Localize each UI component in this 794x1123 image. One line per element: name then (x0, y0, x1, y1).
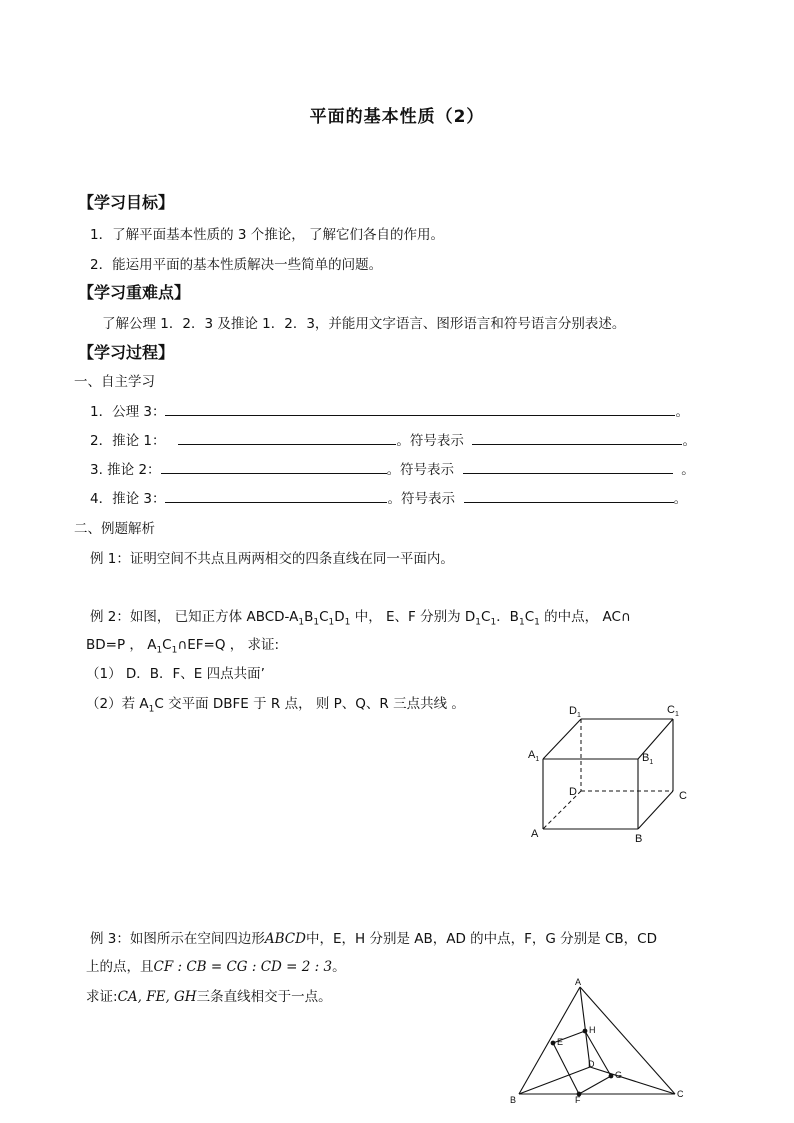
tetra-edge-AC (580, 987, 675, 1094)
example2-line2: BD=P ， $A_1C_1\cap EF=Q$ ， 求证: (86, 637, 280, 656)
symbol-label: 。符号表示 (386, 462, 455, 478)
lines-formula: CA, FE, GH (117, 989, 197, 1005)
cube-label-D: D (569, 786, 577, 798)
tetra-point-G (609, 1074, 614, 1079)
cube-label-A: A (531, 828, 539, 840)
cube-label-B: B (635, 833, 643, 845)
key-points-heading: 【学习重难点】 (78, 283, 191, 302)
cube-label-B1: $B_1$ (642, 752, 654, 766)
cube-label-A1: $A_1$ (528, 749, 540, 763)
example3-line2: 上的点，且CF : CB = CG : CD = 2 : 3。 (86, 959, 346, 975)
symbol-label: 。符号表示 (387, 491, 455, 507)
cube-label-C: C (679, 790, 687, 802)
corollary2-label: 3. 推论 2： (90, 462, 161, 478)
objectives-heading: 【学习目标】 (78, 193, 175, 212)
process-heading: 【学习过程】 (78, 343, 175, 362)
objective-item-2: 2．能运用平面的基本性质解决一些简单的问题。 (90, 257, 383, 273)
corollary2-symbol-blank[interactable] (463, 458, 673, 474)
tetra-segment-EF (553, 1043, 579, 1094)
example2-part1: （1） D．B．F、E 四点共面’ (86, 666, 265, 682)
tetra-label-G: G (615, 1070, 623, 1080)
corollary2-blank[interactable] (161, 458, 387, 474)
corollary1-label: 2．推论 1： (90, 433, 166, 449)
cube-label-D1: $D_1$ (569, 705, 581, 719)
corollary3-symbol-blank[interactable] (464, 487, 674, 503)
period: 。 (681, 462, 695, 478)
axiom3-label: 1．公理 3： (90, 404, 166, 420)
tetra-label-E: E (557, 1037, 564, 1047)
example3-line3: 求证:CA, FE, GH三条直线相交于一点。 (86, 989, 332, 1005)
ratio-formula: CF : CB = CG : CD = 2 : 3 (153, 959, 333, 975)
period: 。 (682, 433, 696, 449)
corollary2-line (90, 458, 695, 478)
corollary1-line (90, 429, 696, 449)
tetra-edge-BD (519, 1067, 590, 1094)
axiom3-blank[interactable] (165, 400, 675, 416)
tetra-label-H: H (589, 1025, 596, 1035)
axiom3-line (90, 400, 689, 420)
corollary3-line (90, 487, 687, 507)
example3-line1: 例 3：如图所示在空间四边形ABCD中，E，H 分别是 AB，AD 的中点，F，G 分别是 CB，CD (90, 931, 657, 947)
tetra-label-C: C (677, 1089, 684, 1099)
page-title: 平面的基本性质（2） (309, 107, 485, 127)
example2-line1: 例 2：如图， 已知正方体 ABCD-$A_1B_1C_1D_1$ 中， E、F 分别为 $D_1C_1$．$B_1C_1$ 的中点， AC∩ (90, 609, 631, 628)
symbol-label: 。符号表示 (396, 433, 464, 449)
corollary1-symbol-blank[interactable] (472, 429, 682, 445)
tetrahedron-figure (505, 977, 695, 1112)
period: 。 (673, 491, 688, 507)
objective-item-1: 1．了解平面基本性质的 3 个推论， 了解它们各自的作用。 (90, 227, 445, 243)
cube-figure (520, 695, 700, 855)
tetra-point-H (583, 1029, 588, 1034)
corollary3-blank[interactable] (165, 487, 387, 503)
example2-part2: （2）若 $A_1C$ 交平面 DBFE 于 R 点， 则 P、Q、R 三点共线 。 (86, 696, 465, 715)
corollary1-blank[interactable] (178, 429, 396, 445)
tetra-label-F: F (575, 1095, 581, 1105)
tetra-segment-FG (579, 1076, 611, 1094)
part1-heading: 一、自主学习 (74, 374, 155, 390)
tetra-label-A: A (575, 977, 582, 987)
corollary3-label: 4．推论 3： (90, 491, 166, 507)
tetra-point-E (551, 1041, 556, 1046)
period: 。 (675, 404, 689, 420)
example1-text: 例 1：证明空间不共点且两两相交的四条直线在同一平面内。 (90, 551, 454, 567)
tetra-label-D: D (588, 1059, 595, 1069)
key-points-text: 了解公理 1．2．3 及推论 1．2．3，并能用文字语言、图形语言和符号语言分别表述。 (102, 316, 626, 332)
cube-label-C1: $C_1$ (667, 704, 679, 718)
part2-heading: 二、例题解析 (74, 521, 155, 537)
tetra-label-B: B (510, 1095, 517, 1105)
cube-edge-A1D1 (543, 719, 581, 759)
cube-edge-CB (638, 791, 673, 829)
abcd-formula: ABCD (264, 931, 306, 947)
